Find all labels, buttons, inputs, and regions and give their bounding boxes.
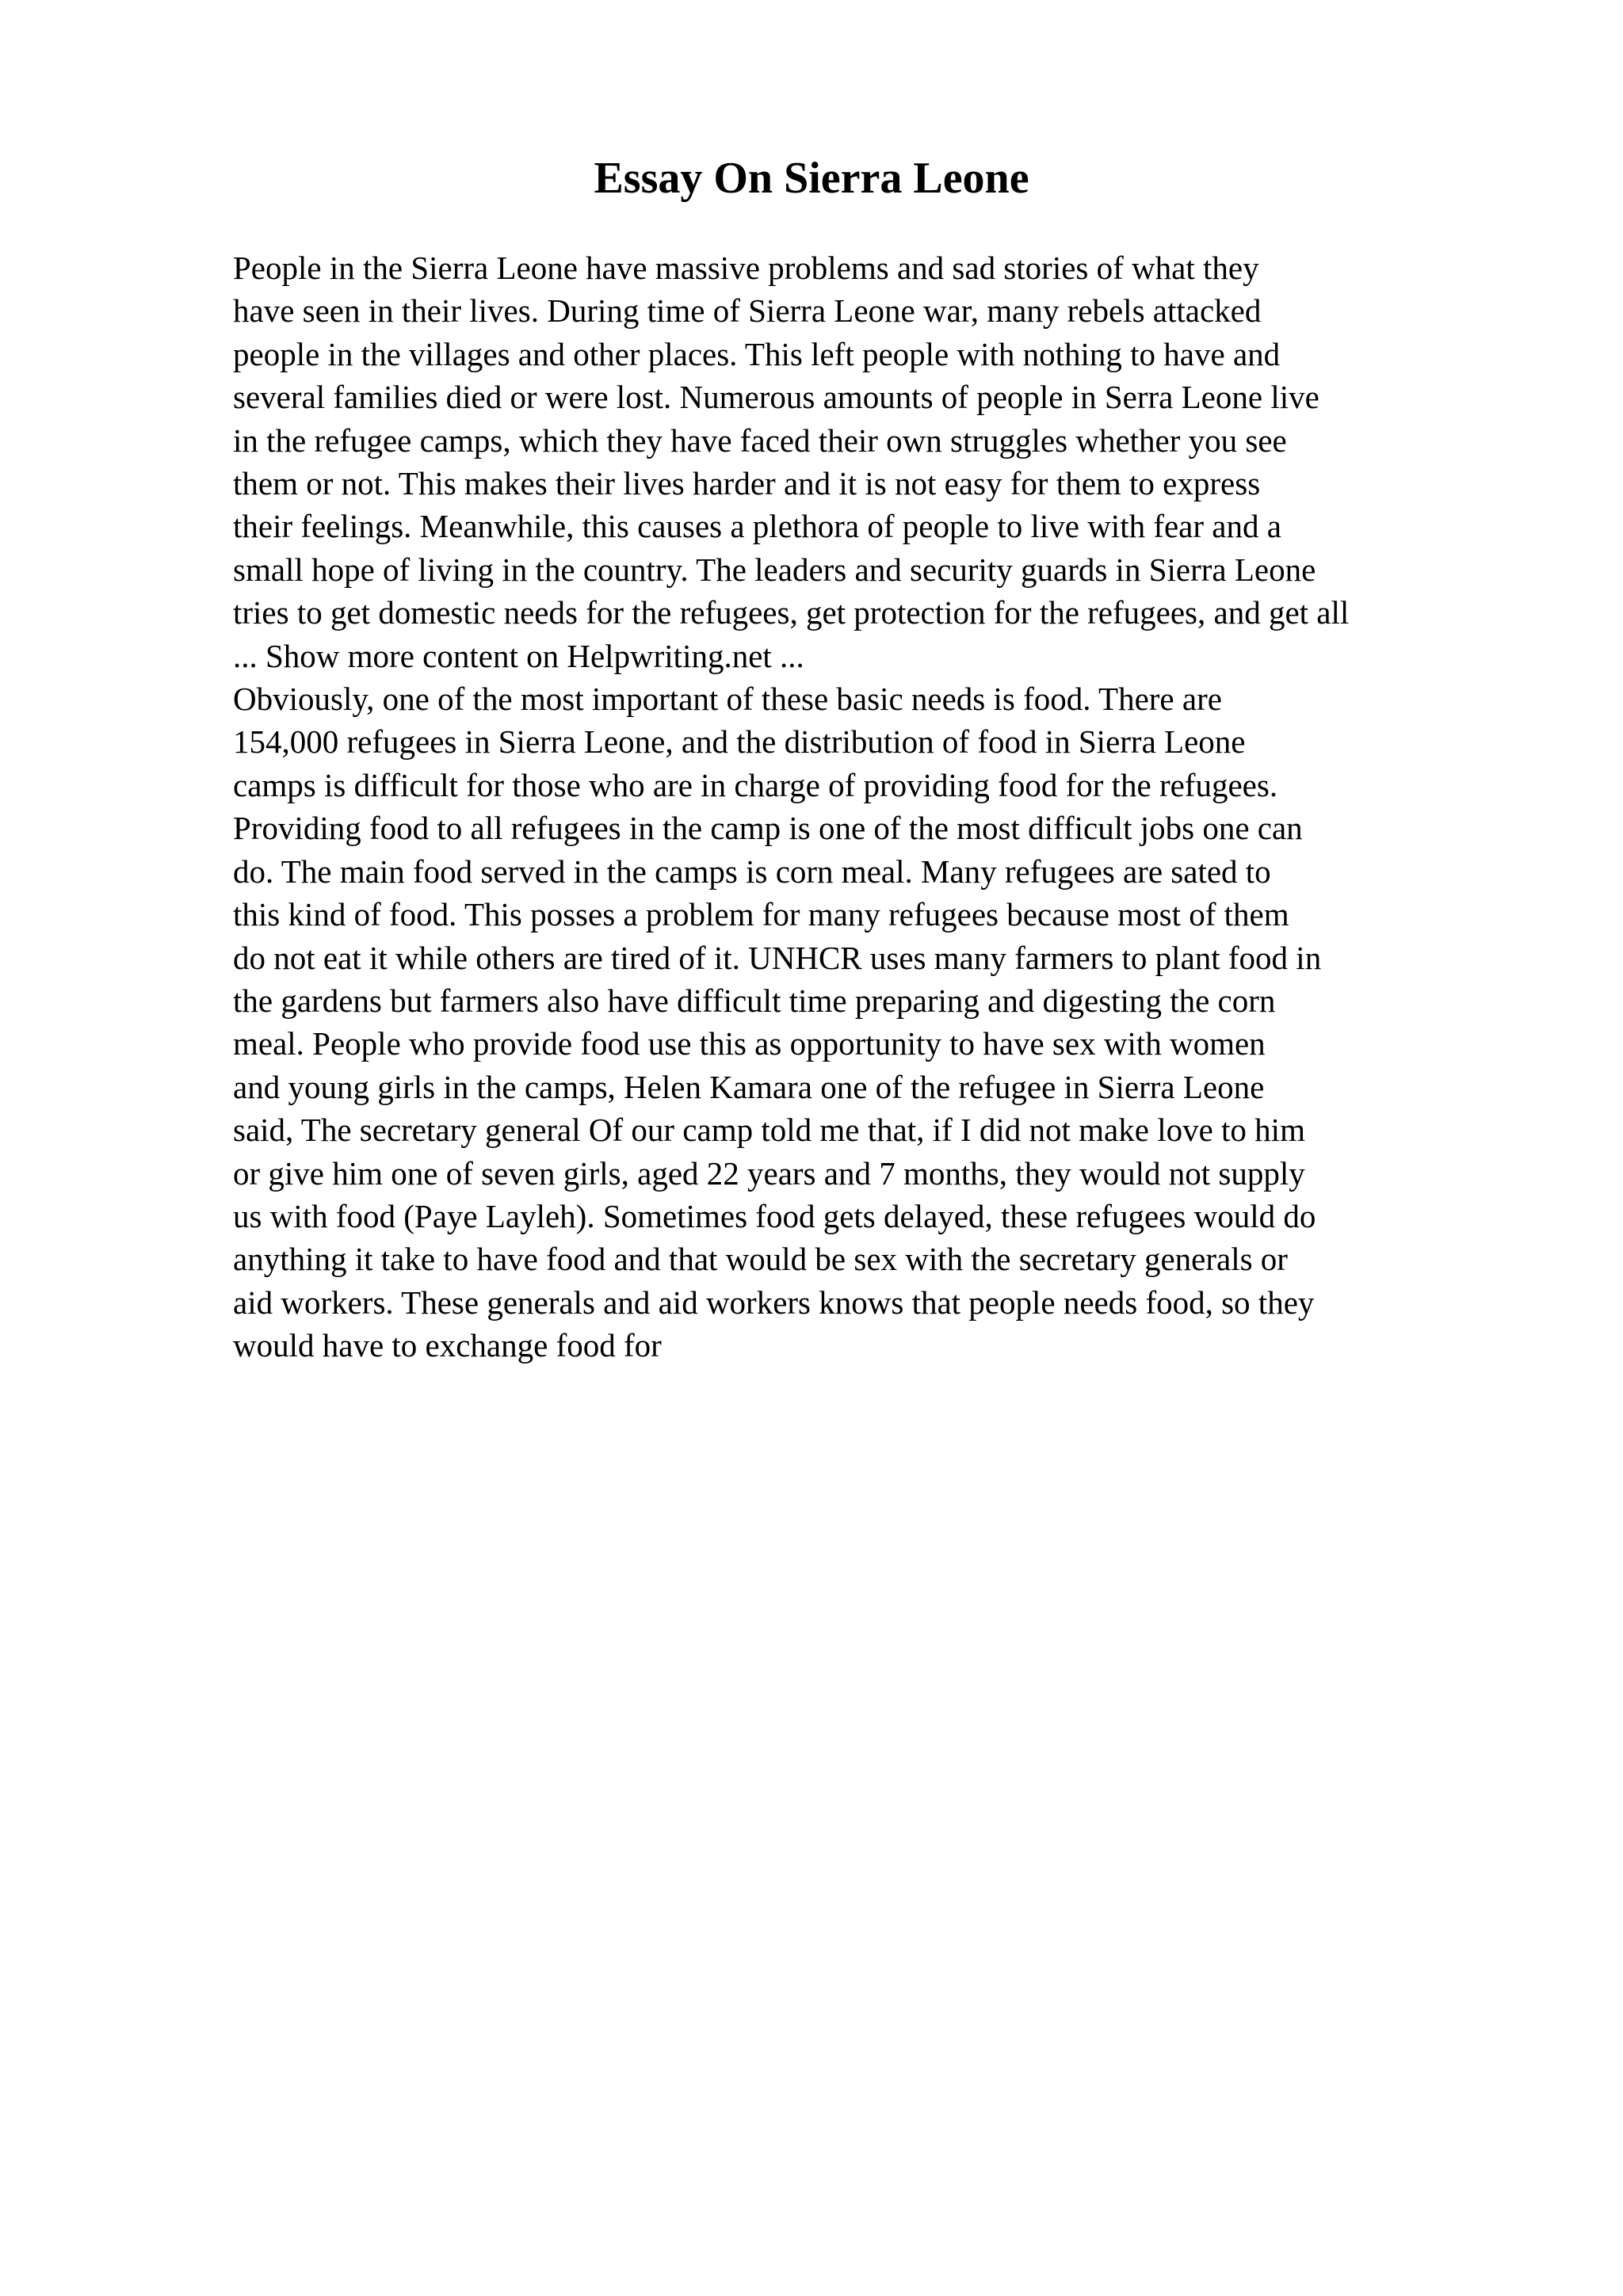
text-line: Providing food to all refugees in the camp is one of the most difficult jobs one can [233, 810, 1303, 847]
text-line: aid workers. These generals and aid workers knows that people needs food, so they [233, 1283, 1315, 1321]
text-line: tries to get domestic needs for the refugees, get protection for the refugees, and get all [233, 594, 1350, 631]
text-line: do not eat it while others are tired of it. UNHCR uses many farmers to plant food in [233, 939, 1322, 976]
essay-body [233, 246, 1612, 1367]
text-line: them or not. This makes their lives harder and it is not easy for them to express [233, 465, 1261, 502]
text-line: and young girls in the camps, Helen Kamara one of the refugee in Sierra Leone [233, 1068, 1265, 1105]
text-line: us with food (Paye Layleh). Sometimes food gets delayed, these refugees would do [233, 1197, 1316, 1234]
text-line: Obviously, one of the most important of these basic needs is food. There are [233, 681, 1222, 718]
text-line: 154,000 refugees in Sierra Leone, and the distribution of food in Sierra Leone [233, 723, 1246, 761]
text-line: or give him one of seven girls, aged 22 years and 7 months, they would not supply [233, 1154, 1305, 1192]
text-line: meal. People who provide food use this as opportunity to have sex with women [233, 1025, 1266, 1062]
text-line: people in the villages and other places. This left people with nothing to have and [233, 335, 1281, 372]
text-line: do. The main food served in the camps is corn meal. Many refugees are sated to [233, 852, 1271, 890]
text-line: camps is difficult for those who are in charge of providing food for the refugees. [233, 766, 1278, 803]
text-line: have seen in their lives. During time of Sierra Leone war, many rebels attacked [233, 292, 1262, 330]
text-line: said, The secretary general Of our camp told me that, if I did not make love to him [233, 1112, 1305, 1149]
text-line: small hope of living in the country. The leaders and security guards in Sierra Leone [233, 551, 1316, 588]
text-line: anything it take to have food and that would be sex with the secretary generals or [233, 1241, 1288, 1278]
text-line: People in the Sierra Leone have massive problems and sad stories of what they [233, 250, 1259, 286]
text-line: in the refugee camps, which they have faced their own struggles whether you see [233, 421, 1287, 459]
show-more-line: ... Show more content on Helpwriting.net ... [233, 637, 804, 674]
page-title: Essay On Sierra Leone [594, 154, 1029, 203]
text-line: this kind of food. This posses a problem for many refugees because most of them [233, 896, 1289, 933]
text-line: the gardens but farmers also have difficult time preparing and digesting the corn [233, 982, 1276, 1019]
text-line: several families died or were lost. Numerous amounts of people in Serra Leone live [233, 379, 1319, 416]
text-line: their feelings. Meanwhile, this causes a plethora of people to live with fear and a [233, 508, 1281, 545]
text-line: would have to exchange food for [233, 1327, 662, 1364]
